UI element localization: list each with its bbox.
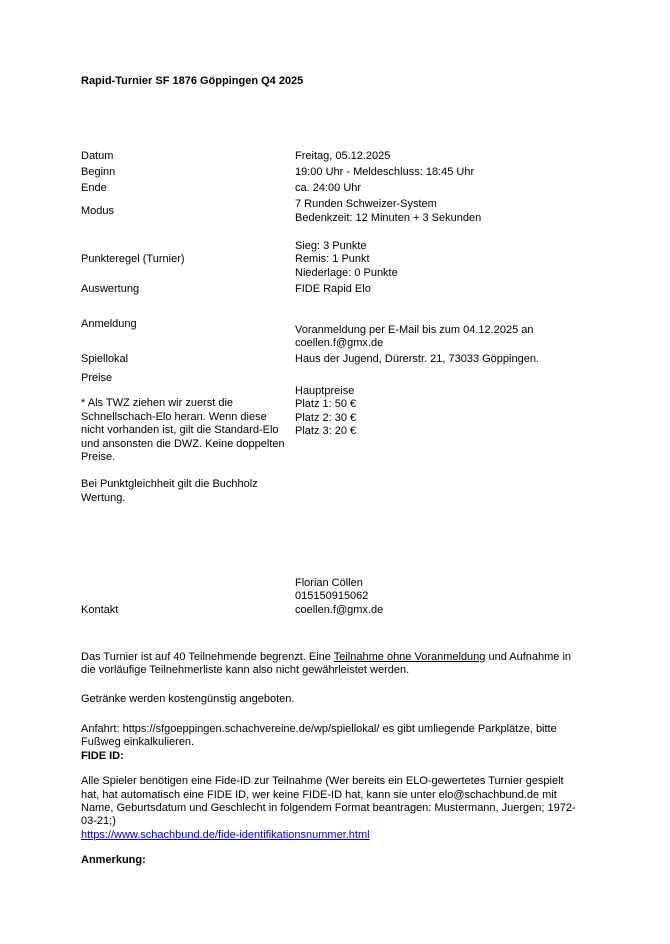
detail-value-auswertung: FIDE Rapid Elo xyxy=(295,282,371,295)
detail-value-kontakt xyxy=(295,577,603,617)
detail-value-preise xyxy=(295,372,603,439)
detail-value-ende: ca. 24:00 Uhr xyxy=(295,182,362,195)
paragraph-line: hat, hat automatisch eine FIDE ID, wer keine FIDE-ID hat, kann sie unter elo@schachbund.de mit xyxy=(81,788,557,801)
detail-value-line: Bedenkzeit: 12 Minuten + 3 Sekunden xyxy=(295,211,482,224)
paragraph-line: Alle Spieler benötigen eine Fide-ID zur Teilnahme (Wer bereits ein ELO-gewertetes Turnier gespielt xyxy=(81,775,564,788)
footnote-line: nicht vorhanden ist, gilt die Standard-Elo xyxy=(81,424,279,437)
detail-value-line: 7 Runden Schweizer-System xyxy=(295,198,437,211)
detail-label-preise: Preise xyxy=(81,372,113,385)
twz-footnote xyxy=(81,397,295,464)
detail-label-beginn: Beginn xyxy=(81,166,116,179)
tiebreak-line: Bei Punktgleichheit gilt die Buchholz xyxy=(81,478,258,491)
contact-email: coellen.f@gmx.de xyxy=(295,603,384,616)
detail-row-punkteregel xyxy=(81,240,603,283)
detail-label-modus: Modus xyxy=(81,205,115,218)
detail-label-spiellokal: Spiellokal xyxy=(81,353,129,366)
detail-row-beginn xyxy=(81,166,603,182)
detail-row-auswertung xyxy=(81,283,603,299)
fide-id-link[interactable]: https://www.schachbund.de/fide-identifikationsnummer.html xyxy=(81,828,370,841)
detail-value-anmeldung xyxy=(295,318,603,351)
detail-row-modus xyxy=(81,198,603,227)
limit-text-post: und Aufnahme in xyxy=(485,650,572,663)
paragraph-line: 03-21;) xyxy=(81,815,116,828)
footnote-line: und ansonsten die DWZ. Keine doppelten xyxy=(81,437,285,450)
detail-value-datum: Freitag, 05.12.2025 xyxy=(295,150,391,163)
paragraph-line: Name, Geburtsdatum und Geschlecht in folgendem Format beantragen: Mustermann, Juergen; 1972- xyxy=(81,801,576,814)
anfahrt-note xyxy=(81,723,603,763)
detail-value-line: Niederlage: 0 Punkte xyxy=(295,266,398,279)
prize-line: Platz 2: 30 € xyxy=(295,411,357,424)
footnote-line: * Als TWZ ziehen wir zuerst die xyxy=(81,397,234,410)
detail-label-kontakt: Kontakt xyxy=(81,603,119,616)
limit-text-pre: Das Turnier ist auf 40 Teilnehmende begrenzt. Eine xyxy=(81,650,334,663)
tiebreak-note xyxy=(81,478,295,505)
fide-id-paragraph xyxy=(81,775,603,842)
detail-row-preise xyxy=(81,372,603,508)
detail-row-kontakt xyxy=(81,577,603,620)
paragraph-line: die vorläufige Teilnehmerliste kann also nicht gewährleistet werden. xyxy=(81,664,410,677)
detail-row-ende xyxy=(81,182,603,198)
anmerkung-heading: Anmerkung: xyxy=(81,854,146,867)
footnote-line: Schnellschach-Elo heran. Wenn diese xyxy=(81,410,267,423)
paragraph-line xyxy=(81,651,603,664)
page-title: Rapid-Turnier SF 1876 Göppingen Q4 2025 xyxy=(81,75,304,87)
detail-label-datum: Datum xyxy=(81,150,114,163)
detail-value-punkteregel xyxy=(295,240,603,280)
detail-value-line: Remis: 1 Punkt xyxy=(295,253,370,266)
detail-value-line: coellen.f@gmx.de xyxy=(295,337,384,350)
footnote-line: Preise. xyxy=(81,451,116,464)
limit-text-underlined: Teilnahme ohne Voranmeldung xyxy=(333,650,486,663)
document-page xyxy=(81,0,603,868)
detail-label-preise-cell xyxy=(81,372,295,505)
detail-label-ende: Ende xyxy=(81,182,107,195)
tiebreak-line: Wertung. xyxy=(81,491,126,504)
details-table xyxy=(81,150,603,619)
detail-value-modus xyxy=(295,198,603,225)
detail-label-anmeldung: Anmeldung xyxy=(81,317,137,330)
detail-row-spiellokal xyxy=(81,353,603,369)
paragraph-line: Anfahrt: https://sfgoeppingen.schachvereine.de/wp/spiellokal/ es gibt umliegende Parkplätze, bitte xyxy=(81,722,557,735)
detail-value-spiellokal: Haus der Jugend, Dürerstr. 21, 73033 Göppingen. xyxy=(295,353,539,366)
paragraph-line: Fußweg einkalkulieren. xyxy=(81,736,195,749)
contact-name: Florian Cöllen xyxy=(295,576,363,589)
detail-label-auswertung: Auswertung xyxy=(81,282,140,295)
contact-phone: 015150915062 xyxy=(295,590,369,603)
participants-limit-paragraph xyxy=(81,651,603,678)
detail-value-beginn: 19:00 Uhr - Meldeschluss: 18:45 Uhr xyxy=(295,166,475,179)
detail-value-line: Sieg: 3 Punkte xyxy=(295,239,367,252)
drinks-note: Getränke werden kostengünstig angeboten. xyxy=(81,692,295,705)
prize-line: Platz 1: 50 € xyxy=(295,398,357,411)
fide-id-heading: FIDE ID: xyxy=(81,749,124,762)
prize-line: Hauptpreise xyxy=(295,385,355,398)
detail-label-punkteregel: Punkteregel (Turnier) xyxy=(81,253,185,266)
detail-value-line: Voranmeldung per E-Mail bis zum 04.12.2025 an xyxy=(295,323,534,336)
detail-row-datum xyxy=(81,150,603,166)
detail-row-anmeldung xyxy=(81,318,603,353)
prize-line: Platz 3: 20 € xyxy=(295,425,357,438)
